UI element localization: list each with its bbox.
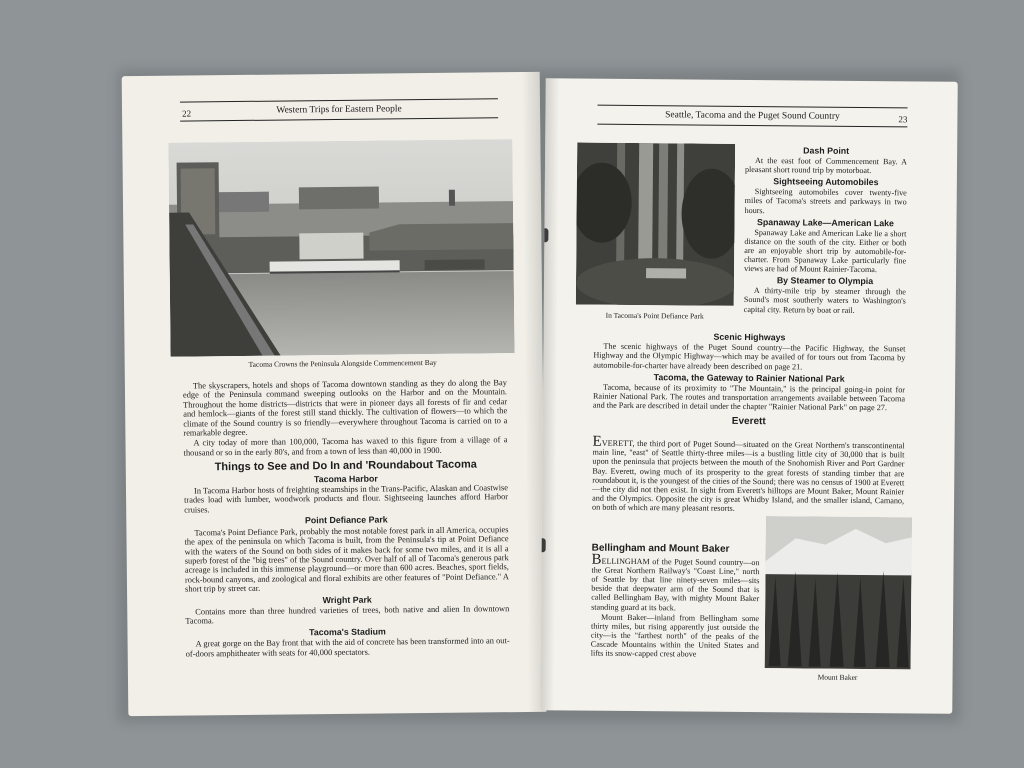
bellingham-paragraph — [591, 551, 760, 613]
photo-caption: Mount Baker — [817, 672, 858, 682]
forest-photo — [576, 142, 735, 305]
header-title: Western Trips for Eastern People — [276, 104, 402, 116]
drop-cap: B — [591, 551, 602, 568]
subsection-text: The scenic highways of the Puget Sound country—the Pacific Highway, the Sunset Highway and the Olympic Highway—which may be availed of for tours out from Tacoma by automobile-for-charter have already been described on page 21. — [593, 341, 906, 372]
page-number: 23 — [898, 114, 908, 125]
drop-cap: E — [592, 433, 602, 450]
everett-text-block — [591, 433, 905, 516]
subsection-title: Tacoma, the Gateway to Rainier National Park — [653, 371, 845, 384]
harbor-photo — [168, 139, 514, 357]
right-column-text — [744, 146, 907, 316]
bellingham-text: ELLINGHAM of the Puget Sound country—on the Great Northern Railway's "Coast Line," north of Seattle by that line ninety-seven miles—sits beside that deepwater arm of the Sound that is called Bellingham Bay, with mighty Mount Baker standing guard at its back. — [591, 556, 760, 612]
binding-hole — [540, 538, 546, 552]
everett-text: VERETT, the third port of Puget Sound—situated on the Great Northern's transcontinental main line, "east" of Seattle thirty-three miles—is a bustling little city of 30,000 that is built upon the peninsula that projects between the mouth of the Snohomish River and Port Gardner Bay. Everett, owing much of its prosperity to the great forests of standing timber that are roundabout it, is the youngest of the cities of the Sound; there was no census of 1900 at Everett—the city did not then exist. In sight from Everett's hilltops are Mount Baker, Mount Rainier and the Olympics. Opposite the city is great Whidby Island, and the smaller island, Camano, on both of which are many pleasant resorts. — [591, 438, 905, 514]
subsection-text: A great gorge on the Bay front that with the aid of concrete has been transformed into an out-of-doors amphitheater with seats for 40,000 spectators. — [185, 636, 510, 659]
left-page — [122, 72, 547, 716]
subsection-title: Point Defiance Park — [304, 514, 388, 526]
mount-baker-paragraph: Mount Baker—inland from Bellingham some thirty miles, but rising apparently just outside the city—is the "farthest north" of the peaks of the Cascade Mountains within the United States and lifts its snow-capped crest above — [590, 612, 760, 659]
photo-caption: Tacoma Crowns the Peninsula Alongside Commencement Bay — [248, 357, 437, 369]
subsection-title: Wright Park — [322, 594, 372, 605]
subsection-title: Dash Point — [803, 145, 850, 156]
bellingham-block — [591, 544, 760, 661]
subsection-text: A thirty-mile trip by steamer through the Sound's most southerly waters to Washington's capital city. Return by boat or rail. — [743, 286, 906, 315]
subsection-text: In Tacoma Harbor hosts of freighting steamships in the Trans-Pacific, Alaskan and Coastwise trades load with lumber, woodwork products and flour. Sightseeing launches afford Harbor cruises. — [184, 483, 509, 515]
mount-baker-photo — [765, 516, 912, 669]
subsection-title: Sightseeing Automobiles — [773, 176, 879, 188]
subsection-text: Tacoma, because of its proximity to "The Mountain," is the principal going-in point for Rainier National Park. The routes and transportation arrangements available between Tacoma and the Park are described in detail under the chapter "Rainier National Park" on page 27. — [592, 382, 906, 413]
header-title: Seattle, Tacoma and the Puget Sound Country — [665, 110, 840, 122]
photo-caption: In Tacoma's Point Defiance Park — [605, 310, 704, 321]
bellingham-heading: Bellingham and Mount Baker — [591, 542, 730, 555]
left-body-text — [183, 378, 510, 659]
everett-heading: Everett — [731, 415, 766, 427]
subsection-title: By Steamer to Olympia — [776, 275, 874, 287]
page-number: 22 — [182, 108, 192, 119]
everett-paragraph — [591, 433, 905, 515]
right-full-text — [593, 329, 906, 430]
subsection-text: Contains more than three hundred varieties of trees, both native and alien In downtown Tacoma. — [185, 604, 510, 626]
running-header — [180, 98, 498, 121]
running-header — [597, 105, 907, 128]
subsection-text: Spanaway Lake and American Lake lie a short distance on the south of the city. Either or both are an enjoyable short trip by automobile-for-charter. From Spanaway Lake particularly fine views are had of Mount Rainier-Tacoma. — [744, 227, 907, 275]
section-heading: Things to See and Do In and 'Roundabout Tacoma — [214, 458, 477, 474]
subsection-text: Tacoma's Point Defiance Park, probably the most notable forest park in all America, occupies the apex of the peninsula on which Tacoma is built, from the Peninsula's tip at Point Defiance with the waters of the Sound on both sides of it makes back for some two miles, and it is all a superb forest of the "big trees" of the Sound country. Over half of all of Tacoma's generous park acreage is included in this immense playground—or more than 600 acres. Beaches, sport fields, rock-bound canyons, and zoological and floral exhibits are other features of "Point Defiance." A short trip by street car. — [184, 524, 509, 594]
subsection-text: At the east foot of Commencement Bay. A pleasant short round trip by motorboat. — [744, 156, 908, 176]
subsection-title: Tacoma Harbor — [313, 473, 378, 484]
intro-paragraph: The skyscrapers, hotels and shops of Tacoma downtown standing as they do along the Bay edge of the Peninsula command sweeping outlooks on the Harbor and on the Mountain. Throughout the home districts—districts that were in pioneer days all forests of fir and cedar and hemlock—giants of the forest still stand thickly. The cultivation of flowers—to which the climate of the Sound country is so friendly—everywhere throughout Tacoma is carried on to a remarkable degree. — [182, 378, 508, 438]
subsection-title: Spanaway Lake—American Lake — [757, 216, 895, 228]
subsection-text: Sightseeing automobiles cover twenty-five miles of Tacoma's streets and parkways in two hours. — [744, 187, 907, 215]
subsection-title: Tacoma's Stadium — [309, 626, 386, 638]
right-page — [540, 78, 957, 714]
intro-paragraph: A city today of more than 100,000, Tacoma has waxed to this figure from a village of a thousand or so in the early 80's, and from a town of less than 40,000 in 1900. — [183, 435, 508, 458]
subsection-title: Scenic Highways — [713, 331, 786, 343]
